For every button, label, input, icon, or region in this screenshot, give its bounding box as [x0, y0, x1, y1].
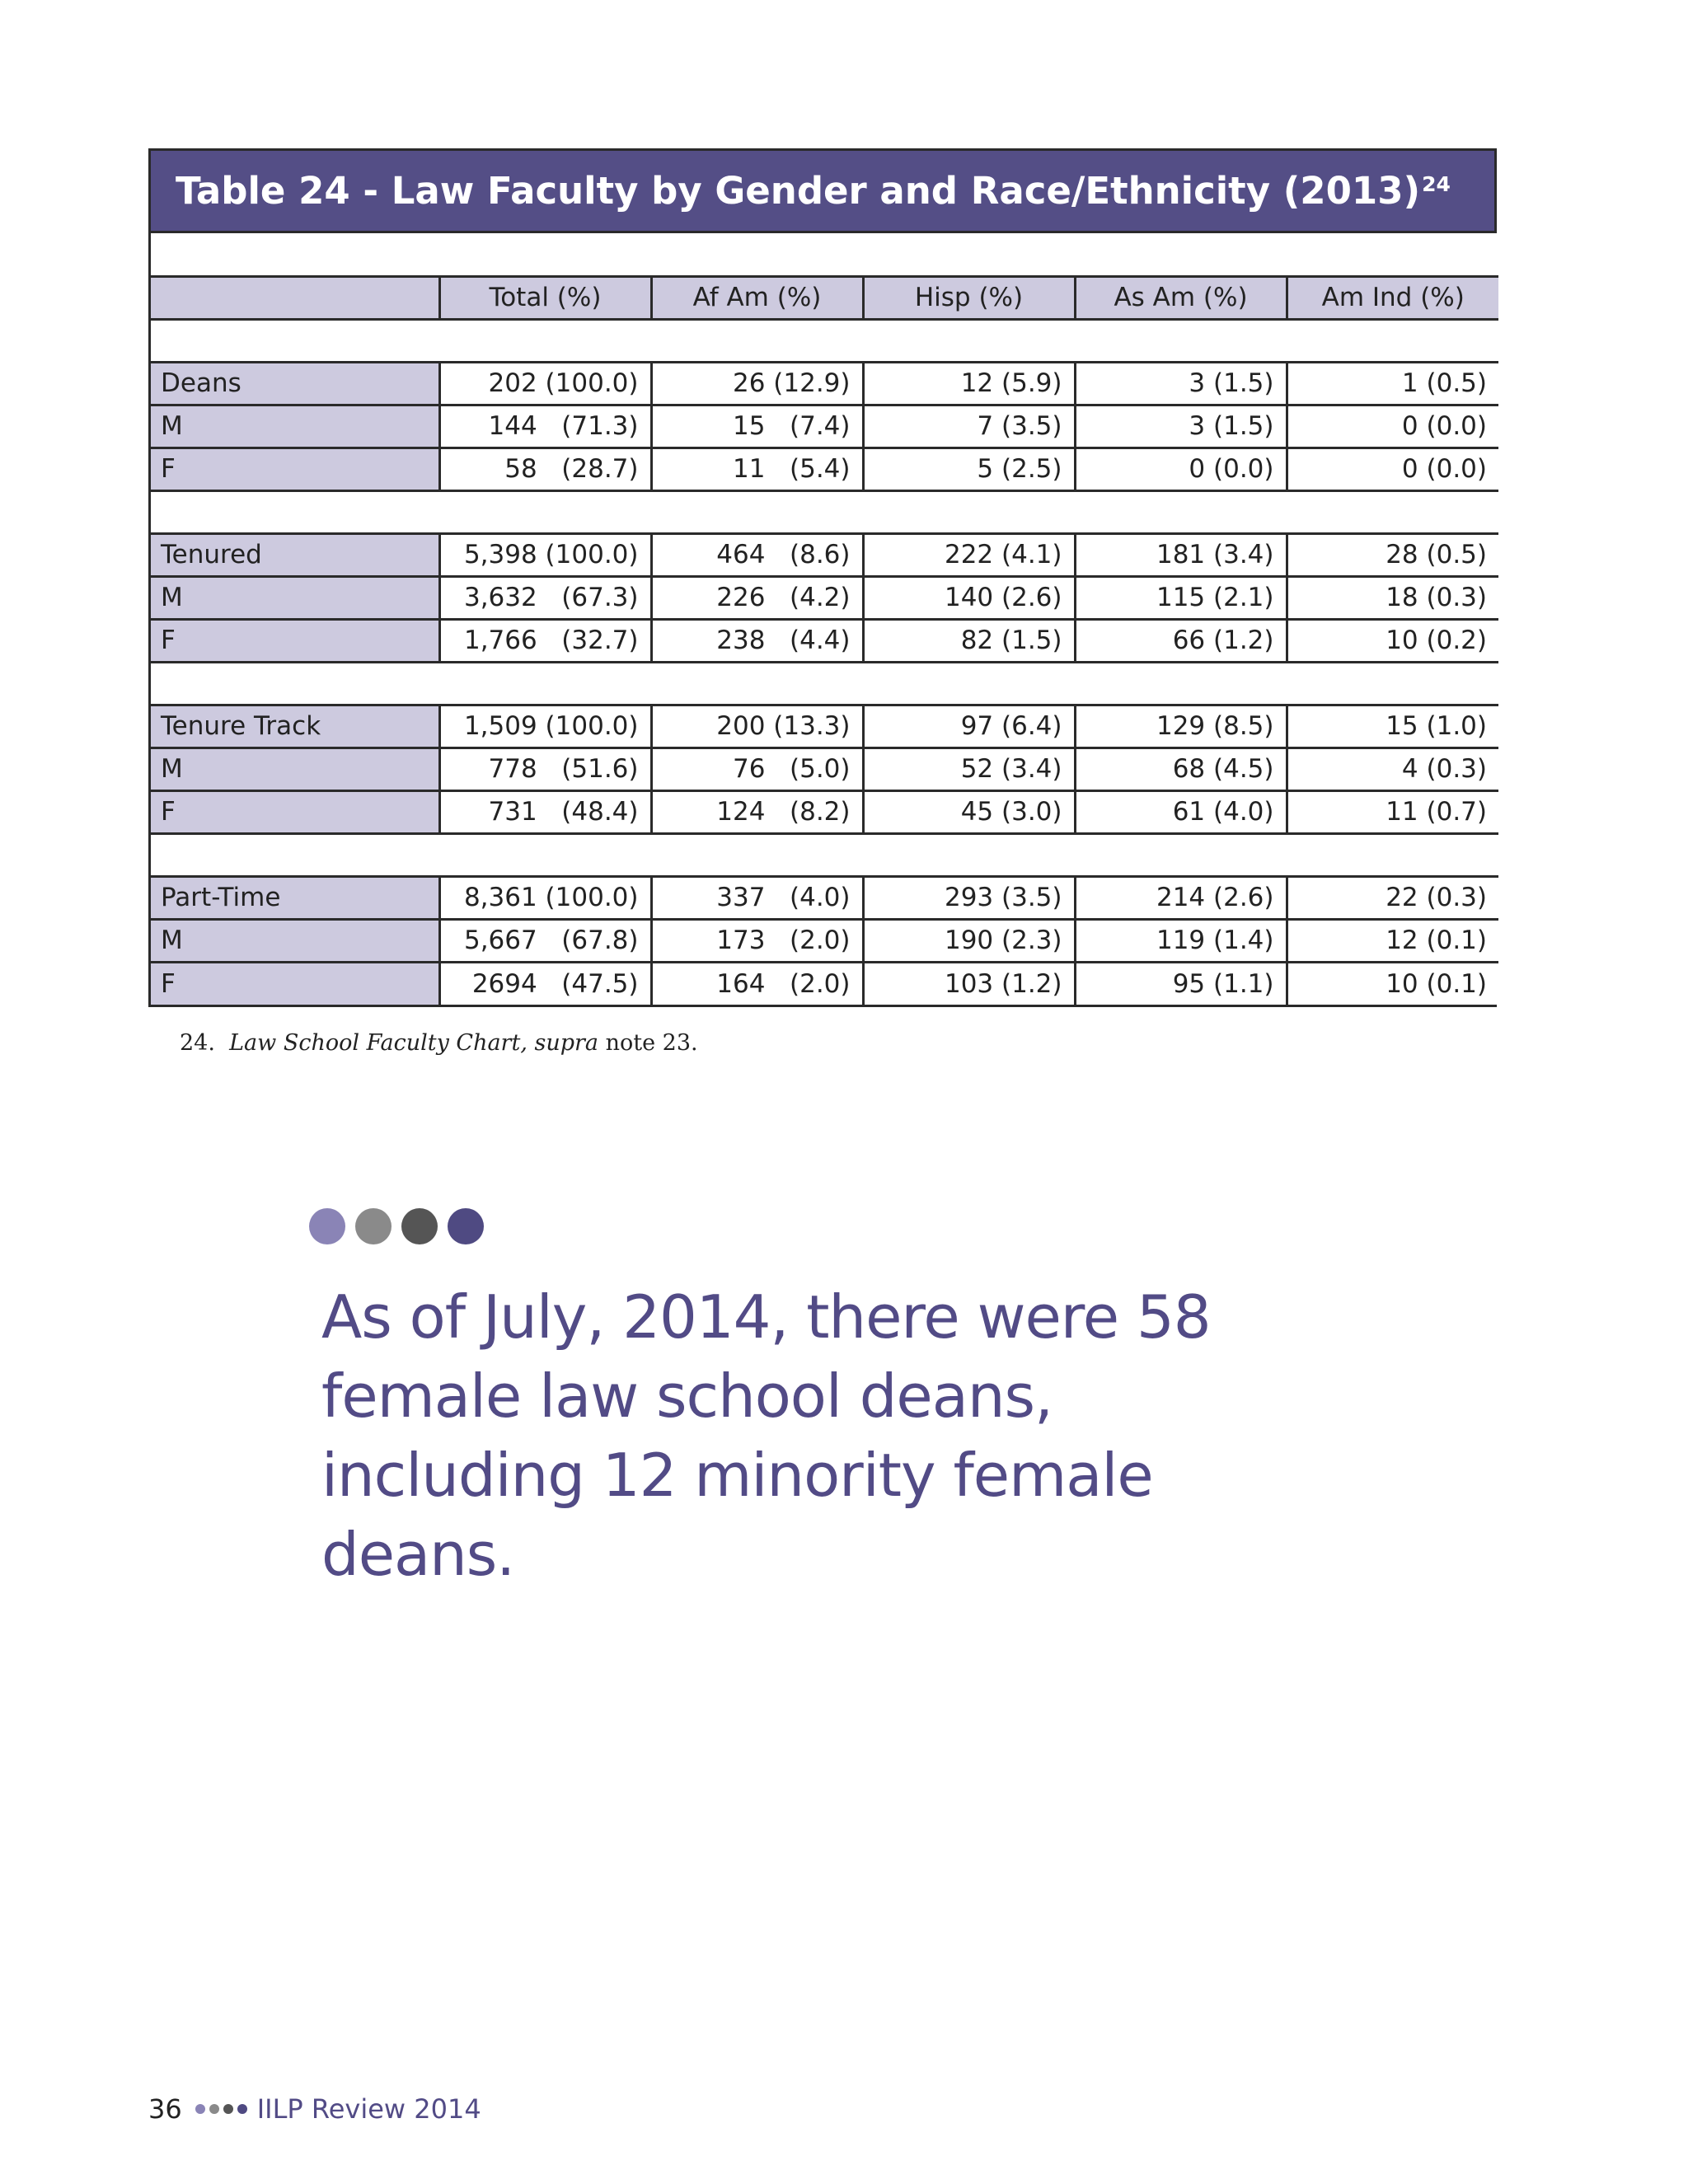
row-label: F — [151, 962, 439, 1005]
spacer-cell — [151, 662, 1498, 705]
page-number: 36 — [148, 2093, 182, 2125]
table-row — [151, 748, 1498, 790]
table-cell: 52 (3.4) — [863, 748, 1075, 790]
table-row — [151, 405, 1498, 448]
table-cell: 3 (1.5) — [1075, 405, 1287, 448]
table-row — [151, 705, 1498, 748]
table-row — [151, 790, 1498, 833]
faculty-table — [151, 233, 1498, 1005]
table-cell: 181 (3.4) — [1075, 533, 1287, 576]
column-header: Total (%) — [439, 276, 651, 319]
spacer-row — [151, 319, 1498, 362]
publication-name: IILP Review 2014 — [256, 2093, 481, 2125]
row-label: Deans — [151, 362, 439, 405]
table-cell: 0 (0.0) — [1287, 448, 1498, 490]
row-label: F — [151, 790, 439, 833]
table-cell: 5,667 (67.8) — [439, 919, 651, 962]
spacer-cell — [151, 490, 1498, 533]
table-cell: 5 (2.5) — [863, 448, 1075, 490]
table-cell: 238 (4.4) — [651, 619, 863, 662]
table-cell: 8,361 (100.0) — [439, 876, 651, 919]
table-cell: 82 (1.5) — [863, 619, 1075, 662]
dot-icon — [309, 1208, 345, 1244]
table-cell: 1 (0.5) — [1287, 362, 1498, 405]
table-cell: 26 (12.9) — [651, 362, 863, 405]
footnote-italic: Law School Faculty Chart, supra — [229, 1030, 599, 1056]
table-row — [151, 876, 1498, 919]
row-label: Tenured — [151, 533, 439, 576]
footnote-number: 24. — [180, 1030, 215, 1056]
table-row — [151, 362, 1498, 405]
table-cell: 200 (13.3) — [651, 705, 863, 748]
table-cell: 731 (48.4) — [439, 790, 651, 833]
table-cell: 119 (1.4) — [1075, 919, 1287, 962]
spacer-row — [151, 833, 1498, 876]
table-cell: 778 (51.6) — [439, 748, 651, 790]
page-footer — [148, 2093, 481, 2125]
table-title-text: Table 24 - Law Faculty by Gender and Race/Ethnicity (2013) — [176, 169, 1421, 213]
table-cell: 4 (0.3) — [1287, 748, 1498, 790]
spacer-cell — [151, 319, 1498, 362]
table-row — [151, 533, 1498, 576]
table-cell: 1,509 (100.0) — [439, 705, 651, 748]
table-cell: 5,398 (100.0) — [439, 533, 651, 576]
table-cell: 124 (8.2) — [651, 790, 863, 833]
dot-icon — [448, 1208, 484, 1244]
table-cell: 103 (1.2) — [863, 962, 1075, 1005]
table-cell: 3,632 (67.3) — [439, 576, 651, 619]
table-cell: 337 (4.0) — [651, 876, 863, 919]
column-header: Hisp (%) — [863, 276, 1075, 319]
pull-quote: As of July, 2014, there were 58 female law school deans, including 12 minority female deans. — [321, 1282, 1211, 1589]
footnote-rest: note 23. — [598, 1030, 698, 1056]
table-title — [151, 151, 1494, 233]
table-cell: 10 (0.2) — [1287, 619, 1498, 662]
data-table — [148, 148, 1497, 1007]
footnote — [180, 1030, 698, 1056]
row-label: Tenure Track — [151, 705, 439, 748]
table-cell: 22 (0.3) — [1287, 876, 1498, 919]
table-cell: 15 (1.0) — [1287, 705, 1498, 748]
table-cell: 222 (4.1) — [863, 533, 1075, 576]
table-cell: 202 (100.0) — [439, 362, 651, 405]
mini-dot-icon — [223, 2104, 233, 2114]
column-header: Am Ind (%) — [1287, 276, 1498, 319]
table-row — [151, 919, 1498, 962]
table-cell: 164 (2.0) — [651, 962, 863, 1005]
spacer-cell — [151, 833, 1498, 876]
table-cell: 3 (1.5) — [1075, 362, 1287, 405]
table-cell: 11 (0.7) — [1287, 790, 1498, 833]
table-cell: 214 (2.6) — [1075, 876, 1287, 919]
table-cell: 0 (0.0) — [1075, 448, 1287, 490]
column-header — [151, 276, 439, 319]
table-cell: 11 (5.4) — [651, 448, 863, 490]
mini-dot-icon — [195, 2104, 205, 2114]
row-label: F — [151, 448, 439, 490]
table-cell: 226 (4.2) — [651, 576, 863, 619]
table-cell: 129 (8.5) — [1075, 705, 1287, 748]
table-cell: 190 (2.3) — [863, 919, 1075, 962]
row-label: Part-Time — [151, 876, 439, 919]
row-label: M — [151, 748, 439, 790]
table-cell: 0 (0.0) — [1287, 405, 1498, 448]
table-cell: 58 (28.7) — [439, 448, 651, 490]
table-row — [151, 619, 1498, 662]
footer-dots-icon — [195, 2104, 247, 2114]
table-cell: 97 (6.4) — [863, 705, 1075, 748]
table-cell: 12 (5.9) — [863, 362, 1075, 405]
table-title-footnote-ref: 24 — [1422, 172, 1451, 196]
dot-icon — [401, 1208, 438, 1244]
table-cell: 95 (1.1) — [1075, 962, 1287, 1005]
table-cell: 7 (3.5) — [863, 405, 1075, 448]
table-cell: 10 (0.1) — [1287, 962, 1498, 1005]
table-cell: 66 (1.2) — [1075, 619, 1287, 662]
table-cell: 293 (3.5) — [863, 876, 1075, 919]
table-cell: 173 (2.0) — [651, 919, 863, 962]
table-cell: 18 (0.3) — [1287, 576, 1498, 619]
table-row — [151, 576, 1498, 619]
column-header: Af Am (%) — [651, 276, 863, 319]
mini-dot-icon — [237, 2104, 247, 2114]
spacer-row — [151, 662, 1498, 705]
table-cell: 61 (4.0) — [1075, 790, 1287, 833]
decorative-dots — [309, 1208, 484, 1244]
row-label: M — [151, 405, 439, 448]
table-row — [151, 962, 1498, 1005]
spacer-cell — [151, 233, 1498, 276]
mini-dot-icon — [209, 2104, 219, 2114]
row-label: F — [151, 619, 439, 662]
column-header: As Am (%) — [1075, 276, 1287, 319]
dot-icon — [355, 1208, 392, 1244]
table-cell: 1,766 (32.7) — [439, 619, 651, 662]
table-cell: 144 (71.3) — [439, 405, 651, 448]
table-row — [151, 448, 1498, 490]
row-label: M — [151, 576, 439, 619]
table-cell: 28 (0.5) — [1287, 533, 1498, 576]
spacer-row — [151, 233, 1498, 276]
table-cell: 76 (5.0) — [651, 748, 863, 790]
table-cell: 2694 (47.5) — [439, 962, 651, 1005]
table-cell: 68 (4.5) — [1075, 748, 1287, 790]
spacer-row — [151, 490, 1498, 533]
table-cell: 115 (2.1) — [1075, 576, 1287, 619]
table-cell: 464 (8.6) — [651, 533, 863, 576]
header-row — [151, 276, 1498, 319]
table-cell: 12 (0.1) — [1287, 919, 1498, 962]
row-label: M — [151, 919, 439, 962]
table-cell: 15 (7.4) — [651, 405, 863, 448]
table-cell: 140 (2.6) — [863, 576, 1075, 619]
table-cell: 45 (3.0) — [863, 790, 1075, 833]
